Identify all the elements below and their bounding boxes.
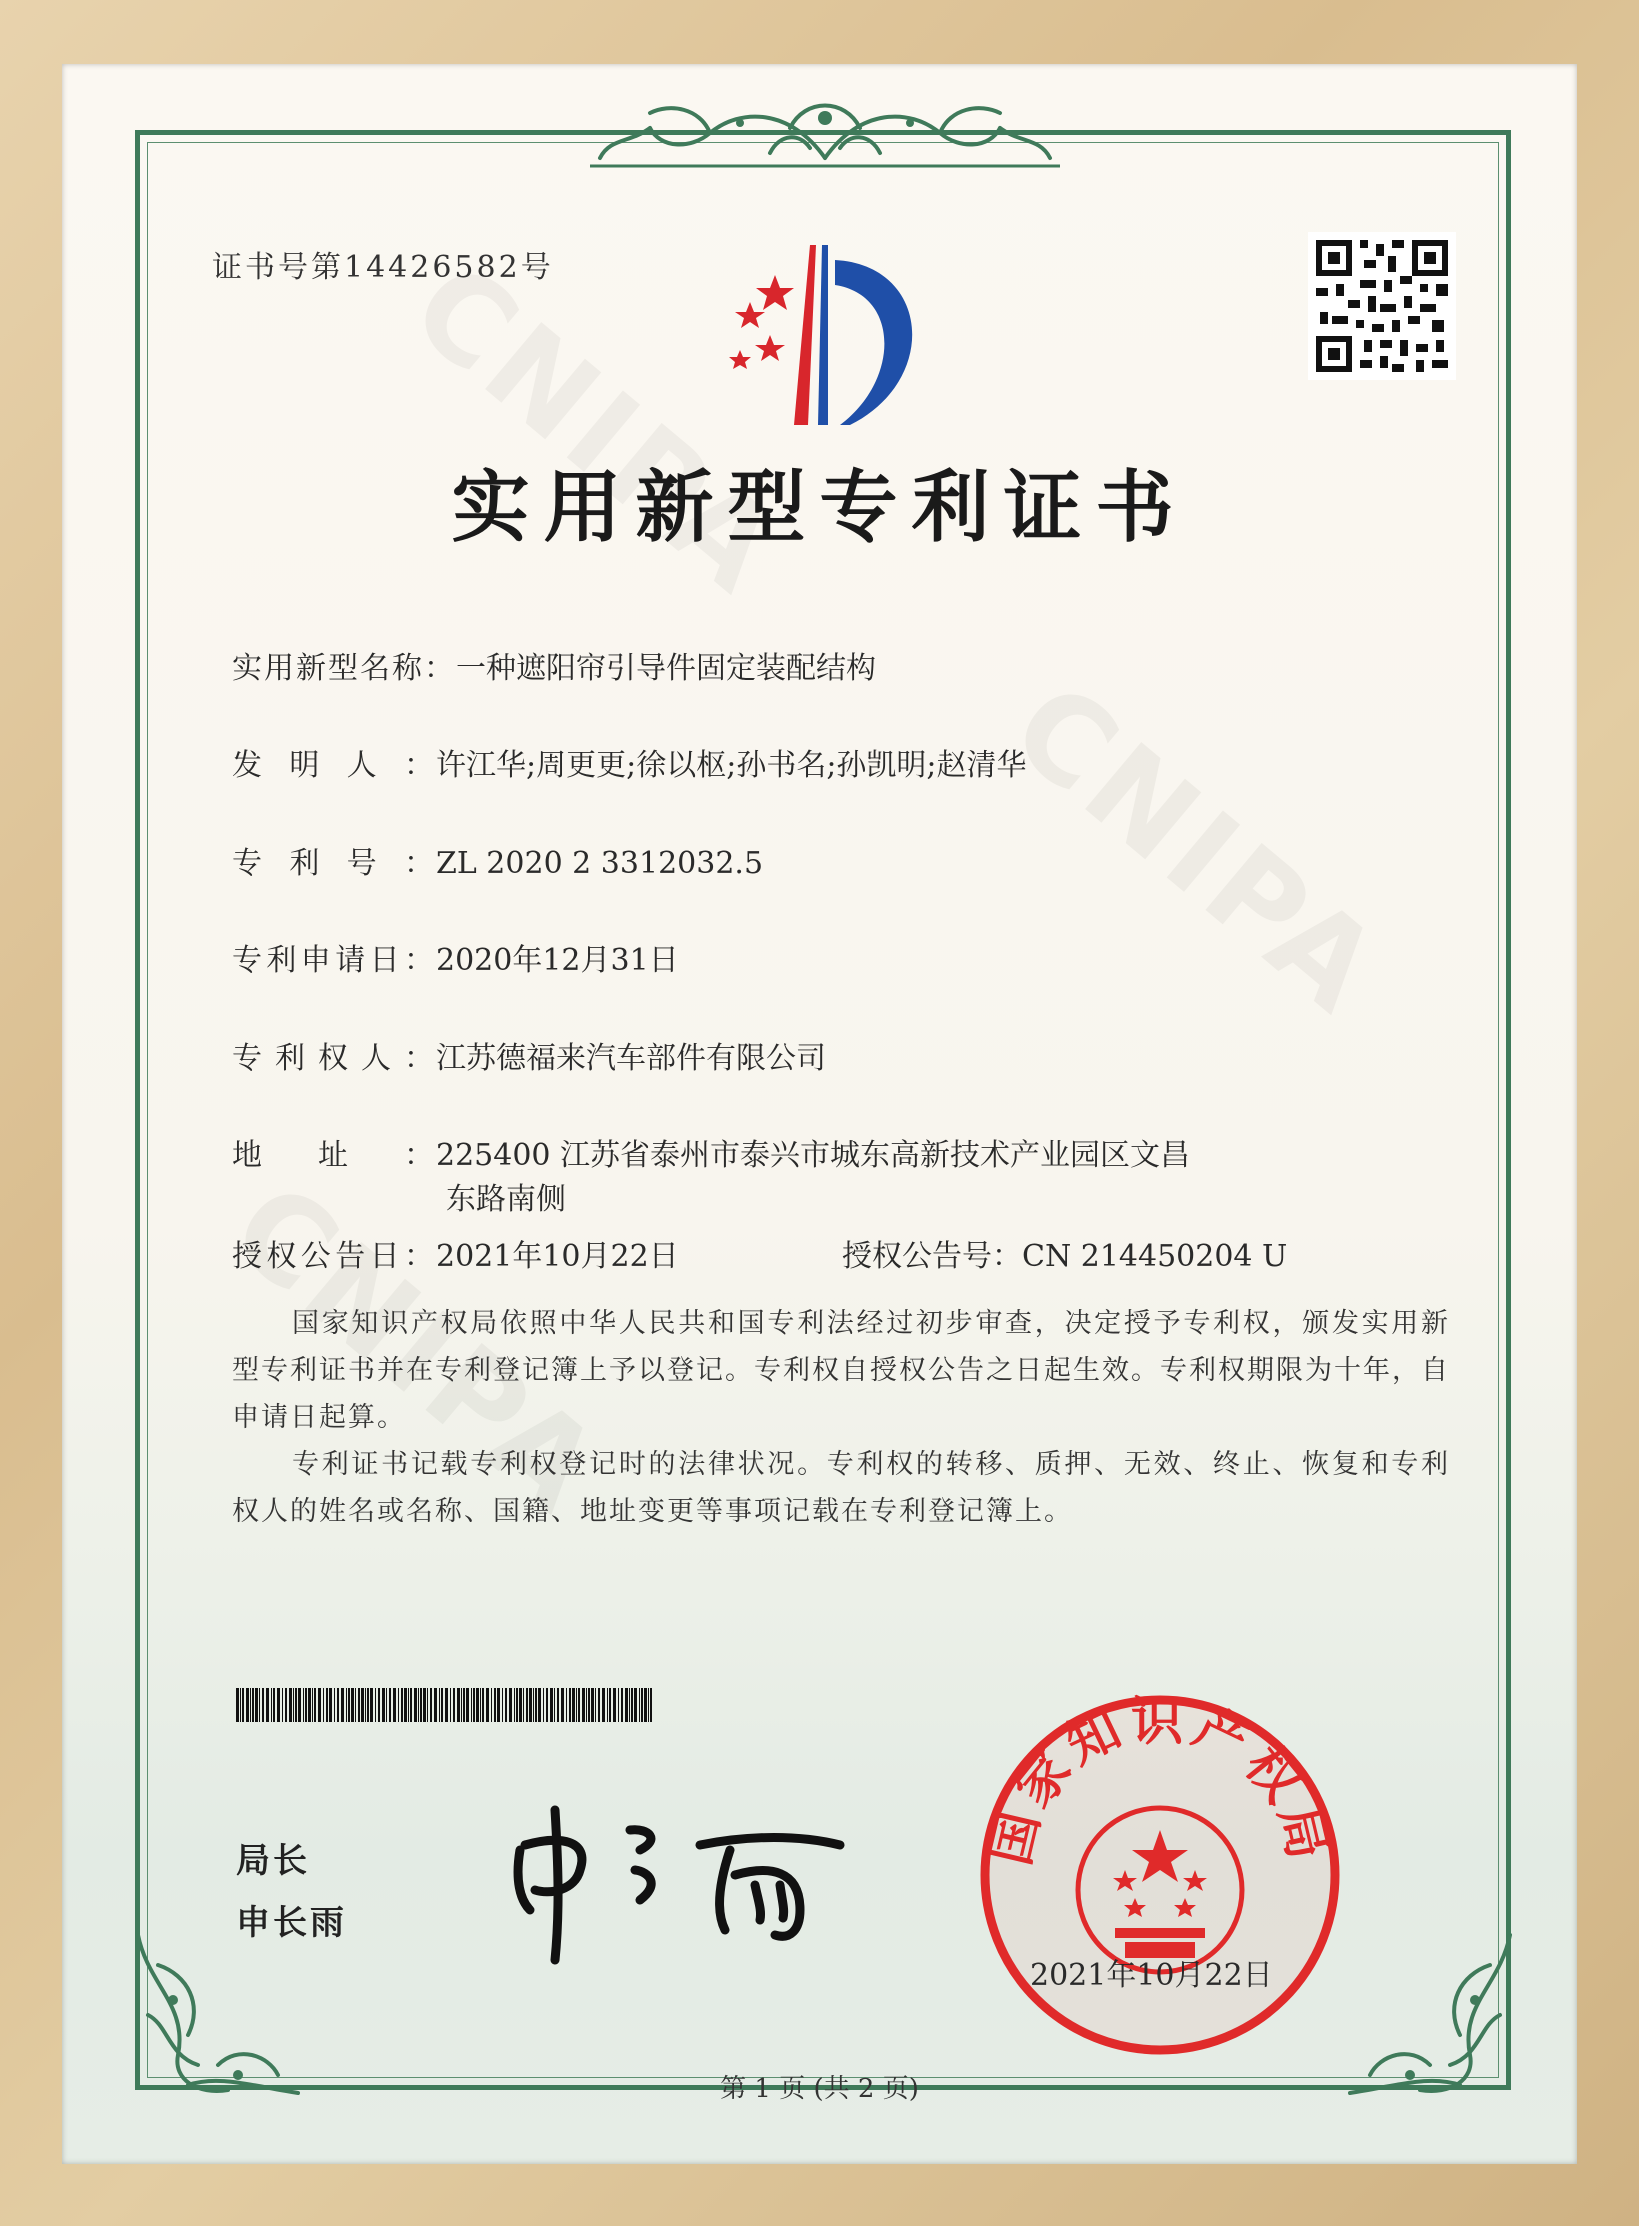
utility-model-name-value: 一种遮阳帘引导件固定装配结构 xyxy=(456,651,876,686)
grant-date-field xyxy=(232,1231,679,1275)
inventors-label: 发明人： xyxy=(232,748,436,783)
director-title: 局长 xyxy=(236,1841,310,1881)
address-line-2: 东路南侧 xyxy=(446,1182,566,1217)
grant-date-value: 2021年10月22日 xyxy=(436,1239,679,1274)
director-name: 申长雨 xyxy=(236,1903,347,1943)
address-field xyxy=(232,1130,1190,1174)
utility-model-name-label: 实用新型名称： xyxy=(232,651,456,686)
top-ornament-icon xyxy=(590,88,1060,178)
filing-date-field xyxy=(232,935,679,979)
filing-date-label: 专利申请日： xyxy=(232,943,436,978)
filing-date-value: 2020年12月31日 xyxy=(436,943,679,978)
body-paragraph-2: 专利证书记载专利权登记时的法律状况。专利权的转移、质押、无效、终止、恢复和专利权人的姓名或名称、国籍、地址变更等事项记载在专利登记簿上。 xyxy=(232,1449,1450,1527)
qr-code-icon xyxy=(1308,232,1456,380)
utility-model-name-field xyxy=(232,643,876,687)
body-paragraph-1: 国家知识产权局依照中华人民共和国专利法经过初步审查，决定授予专利权，颁发实用新型专利证书并在专利登记簿上予以登记。专利权自授权公告之日起生效。专利权期限为十年，自申请日起算。 xyxy=(232,1308,1450,1433)
cnipa-emblem-icon xyxy=(700,240,950,440)
address-line-1: 225400 江苏省泰州市泰兴市城东高新技术产业园区文昌 xyxy=(436,1138,1191,1173)
barcode-icon xyxy=(236,1688,654,1722)
address-label: 地址： xyxy=(232,1138,436,1173)
grant-date-label: 授权公告日： xyxy=(232,1239,436,1274)
seal-text: 国家知识产权局 xyxy=(981,1692,1339,1871)
grant-number-field xyxy=(842,1231,1287,1275)
patent-number-label: 专利号： xyxy=(232,846,436,881)
certificate-body-text xyxy=(232,1300,1450,1535)
inventors-value: 许江华;周更更;徐以枢;孙书名;孙凯明;赵清华 xyxy=(436,748,1027,783)
patentee-label: 专利权人： xyxy=(232,1041,436,1076)
page-number: 第 1 页 (共 2 页) xyxy=(720,2074,919,2104)
inventors-field xyxy=(232,740,1027,784)
patentee-value: 江苏德福来汽车部件有限公司 xyxy=(436,1041,826,1076)
patent-number-field xyxy=(232,838,763,882)
patentee-field xyxy=(232,1033,826,1077)
seal-date: 2021年10月22日 xyxy=(1030,1958,1273,1993)
certificate-title: 实用新型专利证书 xyxy=(451,463,1188,553)
patent-number-value: ZL 2020 2 3312032.5 xyxy=(436,846,764,881)
director-signature-icon xyxy=(500,1790,860,1970)
grant-number-label: 授权公告号： xyxy=(842,1239,1022,1274)
grant-number-value: CN 214450204 U xyxy=(1022,1239,1288,1274)
certificate-number: 证书号第14426582号 xyxy=(212,250,554,285)
official-seal-icon xyxy=(975,1690,1345,2060)
